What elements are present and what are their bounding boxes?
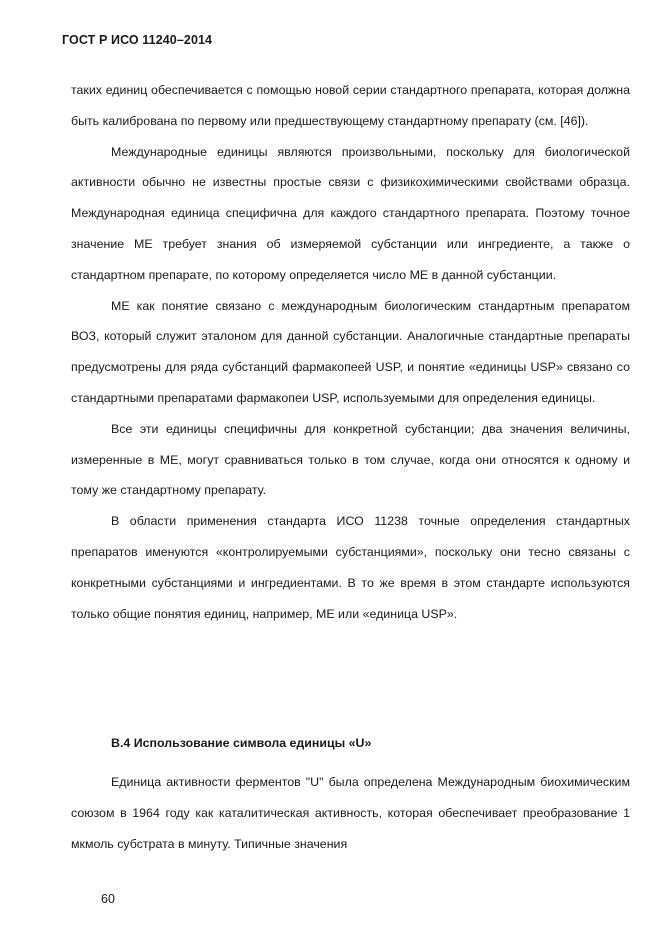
document-header: ГОСТ Р ИСО 11240–2014 bbox=[62, 33, 213, 47]
paragraph-who-standard: МЕ как понятие связано с международным биологическим стандартным препаратом ВОЗ, который служит эталоном для данной субстанции. Аналогичные стандартные препараты предусмотрены для ряда субстанций фармакопеей USP, и понятие «единицы USP» связано со стандартными препаратами фармакопеи USP, используемыми для определения единицы. bbox=[71, 298, 630, 405]
document-body bbox=[71, 75, 630, 629]
paragraph-continuation: таких единиц обеспечивается с помощью новой серии стандартного препарата, которая должна быть калибрована по первому или предшествующему стандартному препарату (см. [46]). bbox=[71, 83, 630, 128]
paragraph-enzyme-unit: Единица активности ферментов "U" была определена Международным биохимическим союзом в 1964 году как каталитическая активность, которая обеспечивает преобразование 1 мкмоль субстрата в минуту. Типичные значения bbox=[71, 775, 630, 851]
paragraph-iso-11238-scope: В области применения стандарта ИСО 11238 точные определения стандартных препаратов именуются «контролируемыми субстанциями», поскольку они тесно связаны с конкретными субстанциями и ингредиентами. В то же время в этом стандарте используются только общие понятия единиц, например, МЕ или «единица USP». bbox=[71, 514, 630, 621]
section-body bbox=[71, 767, 630, 859]
paragraph-substance-specific: Все эти единицы специфичны для конкретной субстанции; два значения величины, измеренные в МЕ, могут сравниваться только в том случае, когда они относятся к одному и тому же стандартному препарату. bbox=[71, 421, 630, 498]
section-heading: B.4 Использование символа единицы «U» bbox=[111, 736, 372, 750]
paragraph-international-units: Международные единицы являются произвольными, поскольку для биологической активности обычно не известны простые связи с физикохимическими свойствами образца. Международная единица специфична для каждого стандартного препарата. Поэтому точное значение МЕ требует знания об измеряемой субстанции или ингредиенте, а также о стандартном препарате, по которому определяется число МЕ в данной субстанции. bbox=[71, 144, 630, 282]
page-number: 60 bbox=[101, 892, 115, 906]
